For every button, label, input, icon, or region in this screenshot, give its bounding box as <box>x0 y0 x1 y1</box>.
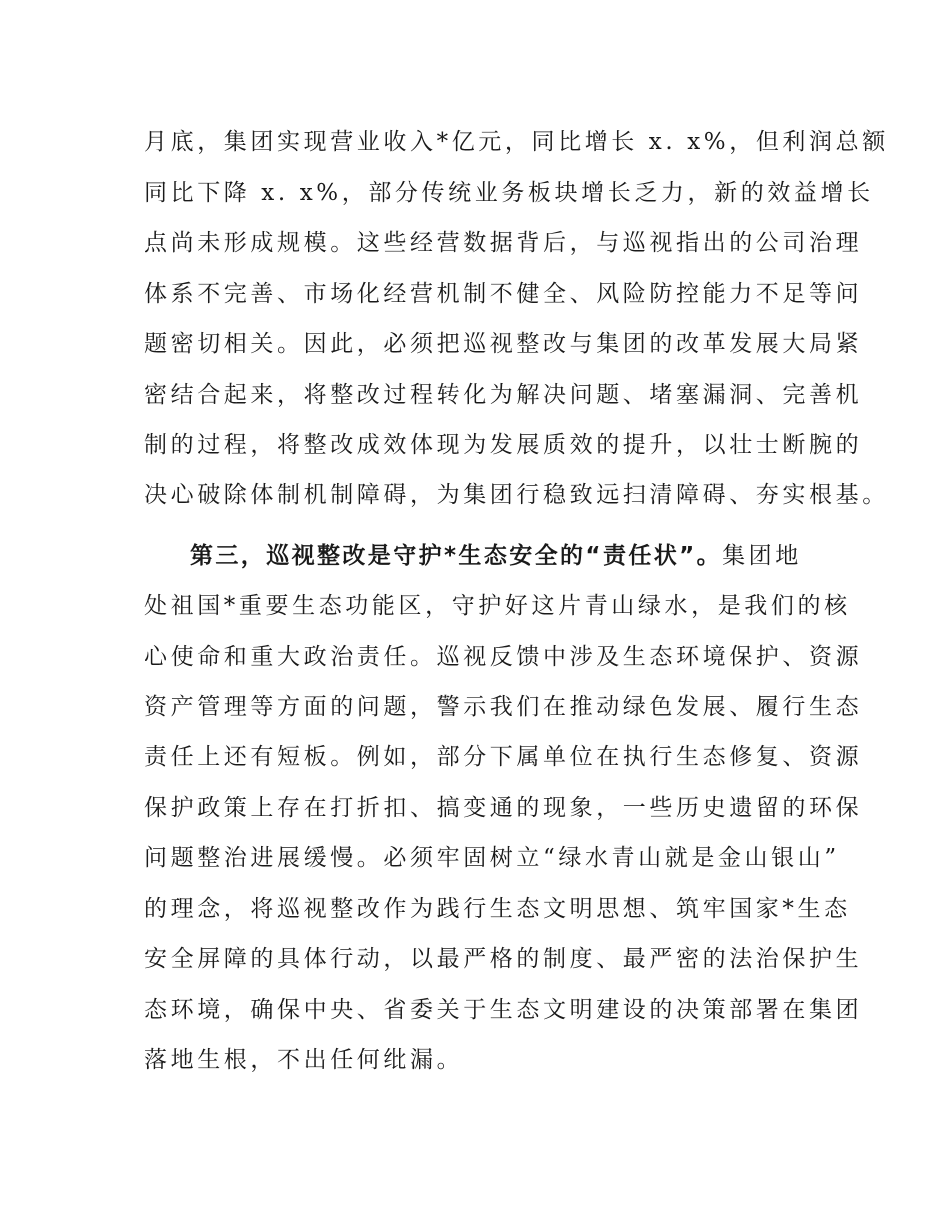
paragraph-2-line: 责任上还有短板。例如，部分下属单位在执行生态修复、资源 <box>144 744 863 770</box>
paragraph-2-line: 保护政策上存在打折扣、搞变通的现象，一些历史遗留的环保 <box>144 795 863 821</box>
paragraph-1-line: 体系不完善、市场化经营机制不健全、风险防控能力不足等问 <box>144 281 863 307</box>
paragraph-2-line: 资产管理等方面的问题，警示我们在推动绿色发展、履行生态 <box>144 694 863 720</box>
paragraph-2-line: 处祖国*重要生态功能区，守护好这片青山绿水，是我们的核 <box>144 593 851 619</box>
paragraph-2-line: 落地生根，不出任何纰漏。 <box>144 1047 464 1073</box>
paragraph-2-line: 问题整治进展缓慢。必须牢固树立“绿水青山就是金山银山” <box>144 845 840 871</box>
paragraph-2-first-line <box>190 538 890 574</box>
paragraph-2-line: 安全屏障的具体行动，以最严格的制度、最严密的法治保护生 <box>144 946 863 972</box>
paragraph-2-line: 心使命和重大政治责任。巡视反馈中涉及生态环境保护、资源 <box>144 644 863 670</box>
paragraph-2-line: 态环境，确保中央、省委关于生态文明建设的决策部署在集团 <box>144 997 863 1023</box>
paragraph-2-first-line-rest: 集团地 <box>722 543 802 569</box>
paragraph-1-line: 制的过程，将整改成效体现为发展质效的提升，以壮士断腕的 <box>144 432 863 458</box>
paragraph-2-line: 的理念，将巡视整改作为践行生态文明思想、筑牢国家*生态 <box>144 896 851 922</box>
paragraph-1-line: 题密切相关。因此，必须把巡视整改与集团的改革发展大局紧 <box>144 331 863 357</box>
paragraph-1-line: 月底，集团实现营业收入*亿元，同比增长 x. x%，但利润总额 <box>144 129 889 155</box>
paragraph-1-line: 同比下降 x. x%，部分传统业务板块增长乏力，新的效益增长 <box>144 180 874 206</box>
paragraph-1-line: 点尚未形成规模。这些经营数据背后，与巡视指出的公司治理 <box>144 230 863 256</box>
paragraph-1-line: 决心破除体制机制障碍，为集团行稳致远扫清障碍、夯实根基。 <box>144 482 889 508</box>
paragraph-2-lead-sentence: 第三，巡视整改是守护*生态安全的“责任状”。 <box>190 543 723 569</box>
paragraph-1-line: 密结合起来，将整改过程转化为解决问题、堵塞漏洞、完善机 <box>144 382 863 408</box>
